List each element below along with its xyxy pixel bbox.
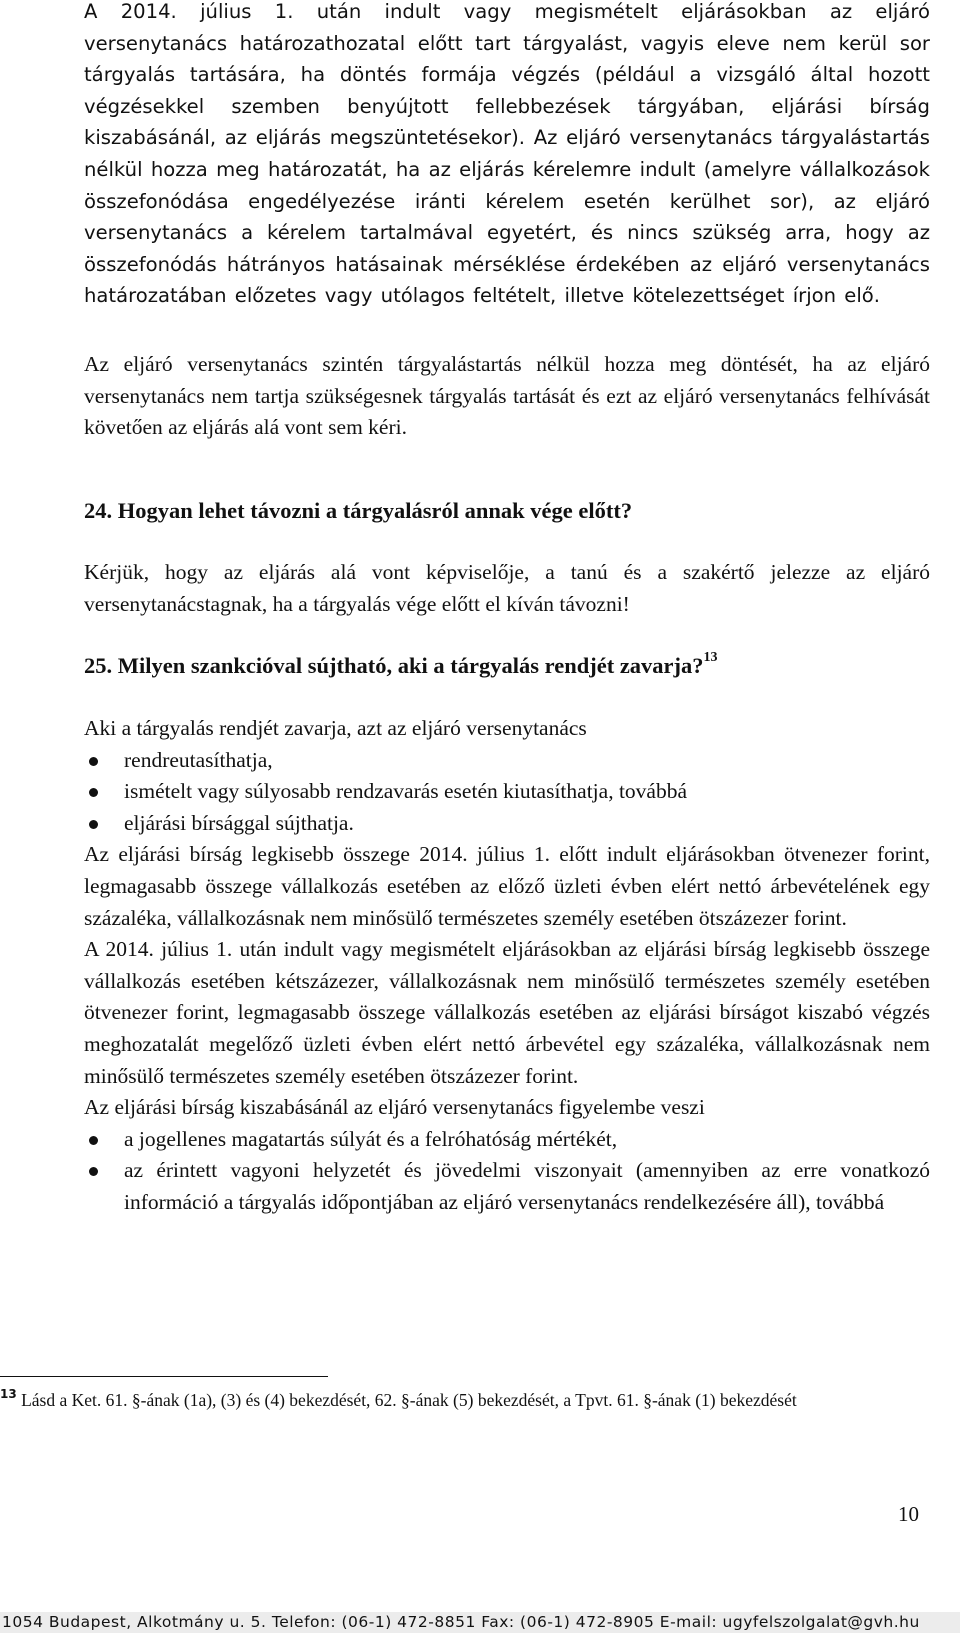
contact-footer <box>0 1612 960 1633</box>
consideration-lead: Az eljárási bírság kiszabásánál az eljáró versenytanács figyelembe veszi <box>84 1095 705 1120</box>
footnote-text: Lásd a Ket. 61. §-ának (1a), (3) és (4) bekezdését, 62. §-ának (5) bekezdését, a Tpvt. 61. §-ának (1) bekezdését <box>21 1390 797 1410</box>
consideration-item: a jogellenes magatartás súlyát és a felróhatóság mértékét, <box>84 1124 930 1156</box>
sanction-lead: Aki a tárgyalás rendjét zavarja, azt az eljáró versenytanács <box>84 716 587 740</box>
fine-before-paragraph: Az eljárási bírság legkisebb összege 2014. július 1. előtt indult eljárásokban ötvenezer forint, legmagasabb összege vállalkozás esetében az előző üzleti évben elért nettó árbevételének egy százaléka, vállalkozásnak nem minősülő természetes személy esetében ötszázezer forint. <box>84 842 930 930</box>
intro-paragraph-sans: A 2014. július 1. után indult vagy megismételt eljárásokban az eljáró versenytanács határozathozatal előtt tart tárgyalást, vagyis eleve nem kerül sor tárgyalás tartására, ha döntés formája végzés (például a vizsgáló által hozott végzésekkel szemben benyújtott fellebbezések tárgyában, eljárási bírság kiszabásánál, az eljárás megszüntetésekor). Az eljáró versenytanács tárgyalástartás nélkül hozza meg határozatát, ha az eljárás kérelemre indult (amelyre vállalkozások összefonódása engedélyezése iránti kérelem esetén kerülhet sor), az eljáró versenytanács a kérelem tartalmával egyetért, és nincs szükség arra, hogy az összefonódás hátrányos hatásainak mérséklése érdekében az eljáró versenytanács határozatában előzetes vagy utólagos feltételt, illetve kötelezettséget írjon elő. <box>84 0 930 308</box>
section-25-body <box>84 713 930 1219</box>
page-number: 10 <box>898 1502 919 1526</box>
consideration-item: az érintett vagyoni helyzetét és jövedelmi viszonyait (amennyiben az erre vonatkozó információ a tárgyalás időpontjában az eljáró versenytanács rendelkezésére áll), továbbá <box>84 1155 930 1218</box>
footnote-divider <box>0 1376 328 1377</box>
footnote-reference[interactable]: 13 <box>703 650 718 665</box>
footer-contact-text: 1054 Budapest, Alkotmány u. 5. Telefon: (06-1) 472-8851 Fax: (06-1) 472-8905 E-mail: ugyfelszolgalat@gvh.hu <box>2 1613 920 1631</box>
section-25-heading <box>84 651 718 681</box>
section-24-body: Kérjük, hogy az eljárás alá vont képviselője, a tanú és a szakértő jelezze az eljáró versenytanácstagnak, ha a tárgyalás vége előtt el kíván távozni! <box>84 560 930 616</box>
sanction-item: ismételt vagy súlyosabb rendzavarás esetén kiutasíthatja, továbbá <box>84 776 930 808</box>
section-24-heading <box>84 496 632 526</box>
consideration-list <box>84 1124 930 1219</box>
sanction-item: eljárási bírsággal sújthatja. <box>84 808 930 840</box>
footnote-number: 13 <box>0 1387 17 1401</box>
intro-paragraph-serif: Az eljáró versenytanács szintén tárgyalástartás nélkül hozza meg döntését, ha az eljáró versenytanács nem tartja szükségesnek tárgyalás tartását és ezt az eljáró versenytanács felhívását követően az eljárás alá vont sem kéri. <box>84 352 930 440</box>
footnote <box>0 1386 930 1415</box>
sanction-list <box>84 745 930 840</box>
section-25-heading-text: 25. Milyen szankcióval sújtható, aki a tárgyalás rendjét zavarja? <box>84 653 704 678</box>
sanction-item: rendreutasíthatja, <box>84 745 930 777</box>
section-24-heading-text: 24. Hogyan lehet távozni a tárgyalásról annak vége előtt? <box>84 498 633 523</box>
fine-after-paragraph: A 2014. július 1. után indult vagy megismételt eljárásokban az eljárási bírság legkisebb összege vállalkozás esetében kétszázezer, vállalkozásnak nem minősülő természetes személy esetében ötvenezer forint, legmagasabb összege vállalkozás esetében az eljárási bírságot kiszabó végzés meghozatalát megelőző üzleti évben elért nettó árbevétel egy százaléka, vállalkozásnak nem minősülő természetes személy esetében ötszázezer forint. <box>84 937 930 1088</box>
